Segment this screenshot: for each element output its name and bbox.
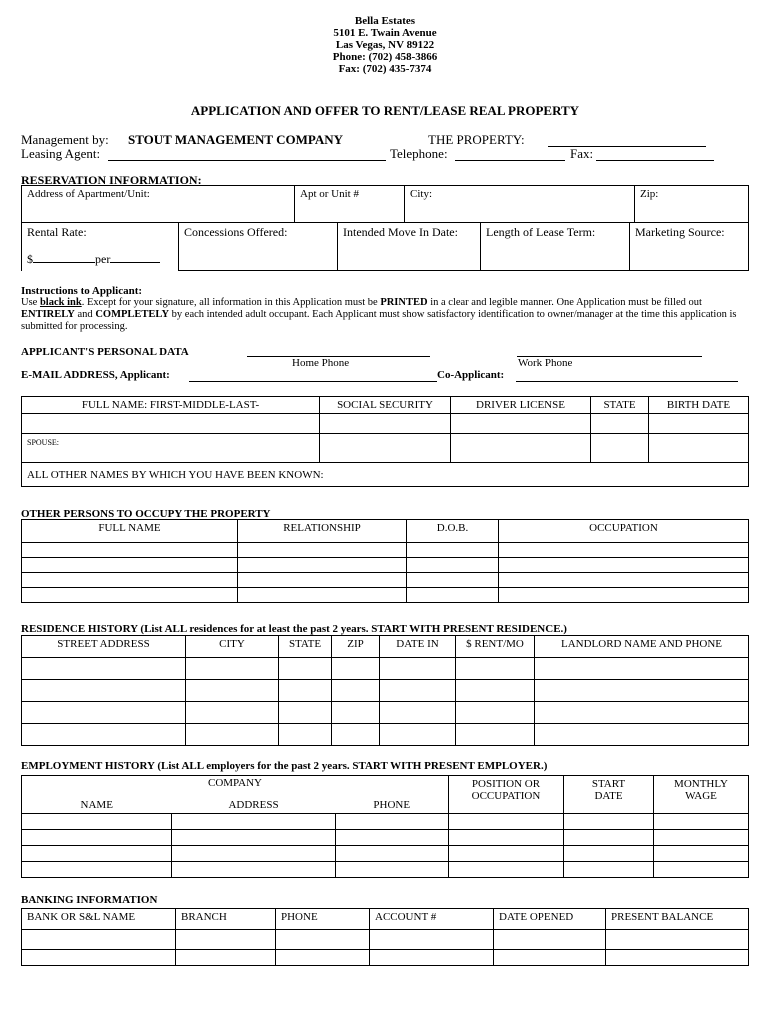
table-row <box>22 680 749 702</box>
bank-col-date-opened: DATE OPENED <box>494 909 606 930</box>
rental-rate-label: Rental Rate: <box>27 225 87 239</box>
rate-per: per <box>95 252 111 266</box>
work-phone-label: Work Phone <box>518 357 573 369</box>
employment-table <box>21 775 749 878</box>
concessions-cell[interactable] <box>179 223 338 271</box>
company-name: Bella Estates <box>354 15 416 27</box>
spouse-name-cell[interactable] <box>22 434 320 463</box>
spouse-ssn-cell[interactable] <box>320 434 451 463</box>
company-city: Las Vegas, NV 89122 <box>335 39 435 51</box>
instructions-heading: Instructions to Applicant: <box>21 285 143 297</box>
bank-col-branch: BRANCH <box>176 909 276 930</box>
page-title: APPLICATION AND OFFER TO RENT/LEASE REAL PROPERTY <box>190 103 580 118</box>
leasing-agent-field[interactable] <box>108 146 386 161</box>
occupants-heading: OTHER PERSONS TO OCCUPY THE PROPERTY <box>21 508 271 520</box>
table-row <box>22 724 749 746</box>
applicant-ssn-cell[interactable] <box>320 414 451 434</box>
address-cell[interactable] <box>22 186 295 223</box>
coapplicant-field[interactable] <box>516 369 738 382</box>
banking-heading: BANKING INFORMATION <box>21 894 158 906</box>
email-label: E-MAIL ADDRESS, Applicant: <box>21 369 170 381</box>
employment-heading: EMPLOYMENT HISTORY (List ALL employers for the past 2 years. START WITH PRESENT EMPLOYER.) <box>21 760 548 772</box>
applicant-name-cell[interactable] <box>22 414 320 434</box>
work-phone-field[interactable] <box>517 344 702 357</box>
emp-col-phone: PHONE <box>336 790 449 814</box>
occ-col-occupation: OCCUPATION <box>499 520 749 543</box>
table-row <box>22 658 749 680</box>
apt-cell[interactable] <box>295 186 405 223</box>
management-label: Management by: <box>21 132 109 147</box>
emp-col-company: COMPANY <box>22 776 449 790</box>
col-full-name: FULL NAME: FIRST-MIDDLE-LAST- <box>22 397 320 414</box>
res-col-date-in: DATE IN <box>380 636 456 658</box>
rental-rate-cell[interactable] <box>22 223 179 271</box>
emp-col-name: NAME <box>22 790 172 814</box>
rate-period-field[interactable] <box>110 251 160 263</box>
col-driver-license: DRIVER LICENSE <box>451 397 591 414</box>
city-label: City: <box>410 188 433 200</box>
table-row <box>22 573 749 588</box>
bank-col-phone: PHONE <box>276 909 370 930</box>
bank-col-name: BANK OR S&L NAME <box>22 909 176 930</box>
marketing-label: Marketing Source: <box>635 225 725 239</box>
applicant-state-cell[interactable] <box>591 414 649 434</box>
company-phone: Phone: (702) 458-3866 <box>332 51 438 63</box>
emp-col-address: ADDRESS <box>172 790 336 814</box>
home-phone-field[interactable] <box>247 344 430 357</box>
emp-col-position: POSITION OR OCCUPATION <box>449 776 564 814</box>
res-col-city: CITY <box>186 636 279 658</box>
table-row <box>22 588 749 603</box>
home-phone-label: Home Phone <box>292 357 350 369</box>
instructions-text: Use black ink. Except for your signature, all information in this Application must be PRINTED in a clear and legible manner. One Application must be filled out ENTIRELY and COMPLETELY by each intended adult occupant. Each Applicant must show satisfactory identification to owner/manager at the time this application is submitted for processing. <box>21 297 737 332</box>
table-row <box>22 862 749 878</box>
zip-label: Zip: <box>640 188 659 200</box>
concessions-label: Concessions Offered: <box>184 225 288 239</box>
address-label: Address of Apartment/Unit: <box>27 188 150 200</box>
city-cell[interactable] <box>405 186 635 223</box>
leasing-agent-label: Leasing Agent: <box>21 146 101 161</box>
telephone-field[interactable] <box>455 146 565 161</box>
table-row <box>22 950 749 966</box>
occ-col-dob: D.O.B. <box>407 520 499 543</box>
res-col-street: STREET ADDRESS <box>22 636 186 658</box>
zip-cell[interactable] <box>635 186 749 223</box>
rate-amount-field[interactable] <box>33 251 95 263</box>
occ-col-name: FULL NAME <box>22 520 238 543</box>
residence-heading: RESIDENCE HISTORY (List ALL residences for at least the past 2 years. START WITH PRESENT RESIDENCE.) <box>21 623 567 635</box>
fax-label: Fax: <box>570 146 594 161</box>
spouse-label: SPOUSE: <box>27 438 60 447</box>
occ-col-relationship: RELATIONSHIP <box>238 520 407 543</box>
applicant-dl-cell[interactable] <box>451 414 591 434</box>
res-col-zip: ZIP <box>332 636 380 658</box>
res-col-rent: $ RENT/MO <box>456 636 535 658</box>
res-col-state: STATE <box>279 636 332 658</box>
table-row <box>22 702 749 724</box>
occupants-table <box>21 519 749 603</box>
reservation-heading: RESERVATION INFORMATION: <box>21 173 202 187</box>
spouse-dl-cell[interactable] <box>451 434 591 463</box>
property-label: THE PROPERTY: <box>428 132 525 147</box>
emp-col-start: START DATE <box>564 776 654 814</box>
move-in-cell[interactable] <box>338 223 481 271</box>
lease-term-cell[interactable] <box>481 223 630 271</box>
move-in-label: Intended Move In Date: <box>343 225 458 239</box>
telephone-label: Telephone: <box>390 146 448 161</box>
bank-col-balance: PRESENT BALANCE <box>606 909 749 930</box>
reservation-table-2 <box>21 222 749 271</box>
email-field[interactable] <box>189 369 437 382</box>
residence-table <box>21 635 749 746</box>
applicant-dob-cell[interactable] <box>649 414 749 434</box>
col-ssn: SOCIAL SECURITY <box>320 397 451 414</box>
col-birth-date: BIRTH DATE <box>649 397 749 414</box>
marketing-cell[interactable] <box>630 223 749 271</box>
table-row <box>22 846 749 862</box>
res-col-landlord: LANDLORD NAME AND PHONE <box>535 636 749 658</box>
table-row <box>22 543 749 558</box>
spouse-dob-cell[interactable] <box>649 434 749 463</box>
emp-col-wage: MONTHLY WAGE <box>654 776 749 814</box>
banking-table <box>21 908 749 966</box>
other-names-label: ALL OTHER NAMES BY WHICH YOU HAVE BEEN KNOWN: <box>27 468 324 481</box>
company-header <box>0 15 770 75</box>
apt-label: Apt or Unit # <box>300 188 359 200</box>
other-names-cell[interactable] <box>22 463 749 487</box>
table-row <box>22 558 749 573</box>
table-row <box>22 830 749 846</box>
lease-term-label: Length of Lease Term: <box>486 225 596 239</box>
reservation-table <box>21 185 749 223</box>
bank-col-account: ACCOUNT # <box>370 909 494 930</box>
table-row <box>22 814 749 830</box>
coapplicant-label: Co-Applicant: <box>437 369 505 381</box>
property-field[interactable] <box>548 132 706 147</box>
company-address: 5101 E. Twain Avenue <box>333 27 437 39</box>
table-row <box>22 930 749 950</box>
personal-heading: APPLICANT'S PERSONAL DATA <box>21 346 189 358</box>
management-company: STOUT MANAGEMENT COMPANY <box>128 132 343 147</box>
col-state: STATE <box>591 397 649 414</box>
fax-field[interactable] <box>596 146 714 161</box>
personal-table <box>21 396 749 487</box>
rate-dollar: $ <box>27 252 33 266</box>
company-fax: Fax: (702) 435-7374 <box>338 63 432 75</box>
spouse-state-cell[interactable] <box>591 434 649 463</box>
